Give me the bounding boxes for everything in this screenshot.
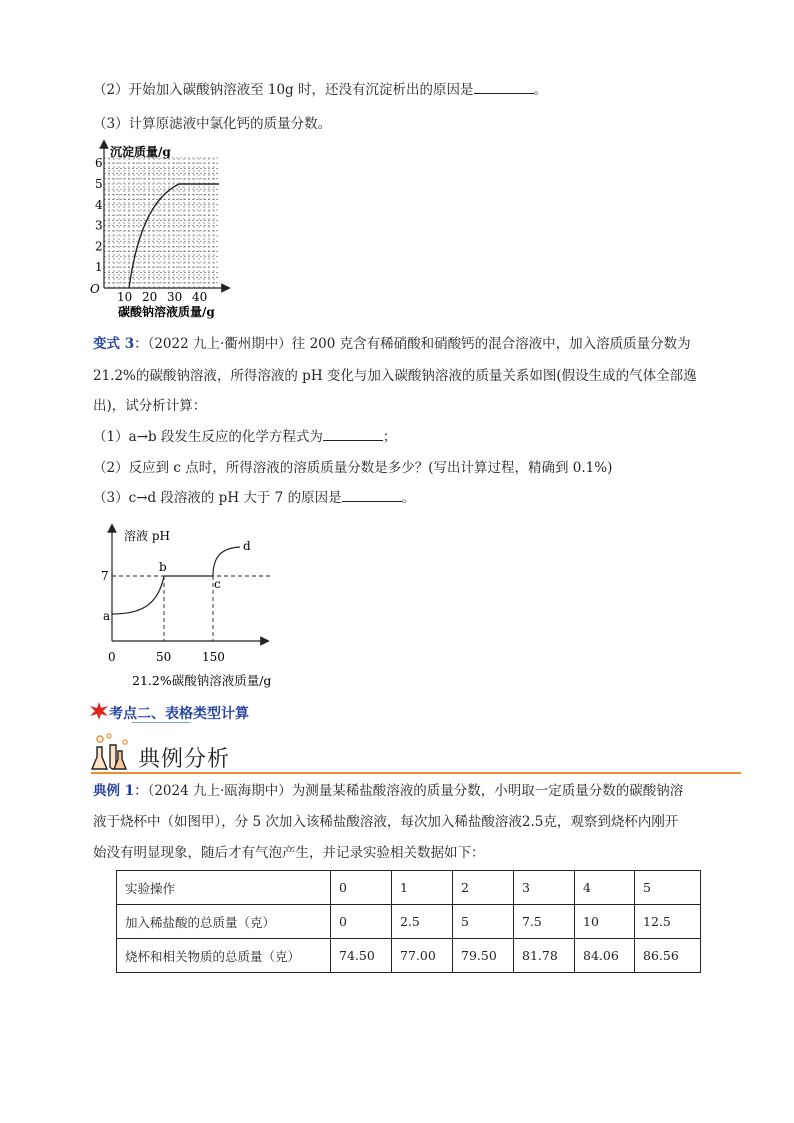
table-cell: 加入稀盐酸的总质量（克） <box>117 905 331 939</box>
table-cell: 实验操作 <box>117 871 331 905</box>
section-underline <box>132 722 190 723</box>
x-axis-label: 21.2%碳酸钠溶液质量/g <box>132 673 272 688</box>
x-tick-150: 150 <box>202 650 225 664</box>
ph-chart <box>100 520 300 695</box>
table-cell: 5 <box>453 905 514 939</box>
banner-title: 典例分析 <box>138 747 231 772</box>
curve-c-d <box>213 547 240 576</box>
table-cell: 77.00 <box>392 939 453 973</box>
table-cell: 7.5 <box>514 905 575 939</box>
table-cell: 2.5 <box>392 905 453 939</box>
precipitate-chart <box>88 138 268 323</box>
chart-grid <box>104 158 218 288</box>
example1-line2: 液于烧杯中（如图甲），分 5 次加入该稀盐酸溶液，每次加入稀盐酸溶液2.5克，观察到烧杯内刚开 <box>93 814 679 830</box>
table-cell: 81.78 <box>514 939 575 973</box>
table-cell: 79.50 <box>453 939 514 973</box>
table-cell: 4 <box>575 871 635 905</box>
answer-blank <box>474 80 534 94</box>
lab-flask-icon <box>91 733 133 773</box>
table-cell: 10 <box>575 905 635 939</box>
y-tick-label: 4 <box>95 197 103 212</box>
x-tick-label: 30 <box>167 290 183 304</box>
banner-rule <box>91 772 741 774</box>
answer-blank <box>342 488 402 502</box>
table-cell: 86.56 <box>635 939 701 973</box>
table-cell: 3 <box>514 871 575 905</box>
point-a-label: a <box>103 609 111 623</box>
y-tick-label: 6 <box>95 156 103 171</box>
example1-line1: 典例 1：（2024 九上·瓯海期中）为测量某稀盐酸溶液的质量分数，小明取一定质量分数的碳酸钠溶 <box>93 783 684 799</box>
table-cell: 12.5 <box>635 905 701 939</box>
table-cell: 烧杯和相关物质的总质量（克） <box>117 939 331 973</box>
curve-a-b <box>112 576 164 614</box>
table-cell: 84.06 <box>575 939 635 973</box>
table-row <box>117 905 701 939</box>
question-3: （3）计算原滤液中氯化钙的质量分数。 <box>93 116 332 132</box>
variant3-q3: （3）c→d 段溶液的 pH 大于 7 的原因是 。 <box>93 490 416 506</box>
x-tick-50: 50 <box>156 650 172 664</box>
ph7-label: 7 <box>101 569 109 583</box>
y-tick-label: 1 <box>95 260 103 275</box>
answer-blank <box>323 427 383 441</box>
point-c-label: c <box>214 577 221 591</box>
star-icon <box>90 702 108 720</box>
table-cell: 2 <box>453 871 514 905</box>
x-tick-label: 40 <box>192 290 208 304</box>
x-tick-label: 20 <box>142 290 158 304</box>
y-axis-label: 沉淀质量/g <box>110 145 171 159</box>
variant3-line2: 21.2%的碳酸钠溶液，所得溶液的 pH 变化与加入碳酸钠溶液的质量关系如图(假设生成的气体全部逸 <box>93 368 697 384</box>
origin-label: O <box>90 282 100 296</box>
table-row <box>117 871 701 905</box>
section-title: 考点二、表格类型计算 <box>109 706 249 722</box>
x-axis-label: 碳酸钠溶液质量/g <box>118 305 215 319</box>
variant3-line1: 变式 3：（2022 九上·衢州期中）往 200 克含有稀硝酸和硝酸钙的混合溶液中，加入溶质质量分数为 <box>93 336 691 352</box>
origin-label: 0 <box>108 650 116 664</box>
y-tick-label: 3 <box>95 218 103 233</box>
variant3-line3: 出)，试分析计算： <box>93 398 207 414</box>
table-cell: 5 <box>635 871 701 905</box>
variant3-q2: （2）反应到 c 点时，所得溶液的溶质质量分数是多少？(写出计算过程，精确到 0.1%) <box>93 460 613 476</box>
point-d-label: d <box>243 539 251 553</box>
y-tick-label: 5 <box>95 177 103 191</box>
table-cell: 0 <box>331 905 392 939</box>
y-axis-label: 溶液 pH <box>124 529 170 543</box>
point-b-label: b <box>159 560 167 574</box>
y-tick-label: 2 <box>95 239 103 254</box>
example1-line3: 始没有明显现象，随后才有气泡产生，并记录实验相关数据如下： <box>93 845 485 861</box>
variant3-q1: （1）a→b 段发生反应的化学方程式为 ； <box>93 429 397 445</box>
table-cell: 1 <box>392 871 453 905</box>
table-cell: 0 <box>331 871 392 905</box>
table-cell: 74.50 <box>331 939 392 973</box>
experiment-data-table <box>116 870 701 973</box>
question-2: （2）开始加入碳酸钠溶液至 10g 时，还没有沉淀析出的原因是 。 <box>93 82 547 98</box>
x-tick-label: 10 <box>117 290 133 304</box>
table-row <box>117 939 701 973</box>
